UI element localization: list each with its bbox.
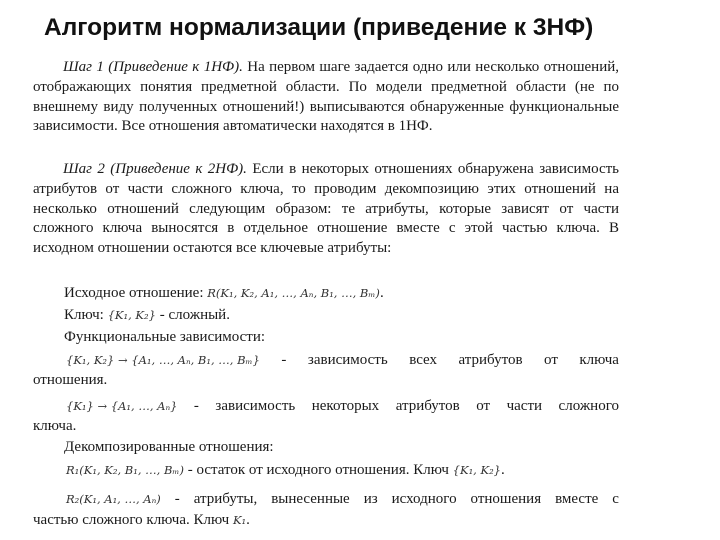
fd-dependency-2-formula: {K₁} → {A₁, …, Aₙ} (66, 399, 178, 413)
fd-dependency-2 (33, 396, 619, 416)
fd-dependency-1-formula: {K₁, K₂} → {A₁, …, Aₙ, B₁, …, Bₘ} (66, 353, 260, 367)
decomposed-relation-2-continuation (33, 510, 250, 530)
step1-label: Шаг 1 (Приведение к 1НФ). (63, 59, 243, 75)
r2-key-formula: K₁ (232, 513, 247, 527)
slide-title: Алгоритм нормализации (приведение к 3НФ) (44, 14, 594, 41)
r1-text: - остаток от исходного отношения. Ключ (187, 462, 449, 478)
fd-dep2-word: некоторых (311, 398, 380, 414)
key-text: - сложный. (159, 307, 230, 323)
r2-word: - (174, 491, 180, 507)
r1-key-formula: {K₁, K₂} (452, 463, 502, 477)
source-relation-formula: R(K₁, K₂, A₁, …, Aₙ, B₁, …, Bₘ) (207, 286, 380, 300)
key-formula: {K₁, K₂} (107, 308, 156, 322)
r2-formula: R₂(K₁, A₁, …, Aₙ) (66, 492, 161, 506)
fd-dep2-word: атрибутов (395, 398, 460, 414)
fd-dep1-word: атрибутов (458, 352, 523, 368)
r2-word: вынесенные (271, 491, 350, 507)
r2-cont-text: частью сложного ключа. Ключ (33, 512, 230, 528)
fd-dep1-word: ключа (579, 352, 619, 368)
r2-word: с (612, 491, 619, 507)
step1-paragraph (33, 58, 619, 137)
fd-dep2-word: от (476, 398, 491, 414)
fd-dep2-word: - (193, 398, 199, 414)
fd-dep2-word: сложного (558, 398, 619, 414)
fd-dep2-word: части (506, 398, 543, 414)
fd-dependency-1-continuation: отношения. (33, 372, 108, 388)
fd-dependency-2-continuation: ключа. (33, 418, 77, 434)
r2-word: атрибуты, (193, 491, 258, 507)
decomposed-heading: Декомпозированные отношения: (64, 439, 274, 455)
step1-text: На первом шаге задается одно или несколько отношений, отображающих понятия предметной области. По модели предметной области (не по внешнему виду полученных отношений!) выписываются обнаруженные функциональные зависимости. Все отношения автоматически находятся в 1НФ. (33, 59, 620, 135)
r2-word: вместе (555, 491, 599, 507)
r1-formula: R₁(K₁, K₂, B₁, …, Bₘ) (66, 463, 184, 477)
key-label: Ключ: (64, 307, 104, 323)
r2-word: из (363, 491, 378, 507)
fd-heading: Функциональные зависимости: (64, 329, 266, 345)
fd-dep1-word: зависимость (307, 352, 388, 368)
step2-text: Если в некоторых отношениях обнаружена зависимость атрибутов от части сложного ключа, то проводим декомпозицию этих отношений на несколько отношений следующим образом: те атрибуты, которые зависят от части сложного ключа выносятся в отдельное отношение вместе с этой частью ключа. В исходном отношении остаются все ключевые атрибуты: (33, 161, 620, 257)
fd-dep1-word: от (544, 352, 558, 368)
r2-end: . (246, 512, 250, 528)
r2-word: отношения (470, 491, 542, 507)
fd-dependency-1 (33, 350, 619, 370)
fd-dep1-word: всех (409, 352, 437, 368)
decomposed-relation-2 (33, 489, 619, 509)
key-line (64, 305, 230, 325)
source-relation-label: Исходное отношение: (64, 285, 204, 301)
fd-dep1-word: - (281, 352, 287, 368)
step2-paragraph (33, 160, 619, 259)
source-relation-end: . (379, 285, 384, 301)
step2-label: Шаг 2 (Приведение к 2НФ). (63, 161, 247, 177)
source-relation-line (64, 283, 384, 303)
r2-word: исходного (391, 491, 457, 507)
fd-dep2-word: зависимость (215, 398, 296, 414)
r1-end: . (501, 462, 505, 478)
decomposed-relation-1 (66, 460, 505, 480)
